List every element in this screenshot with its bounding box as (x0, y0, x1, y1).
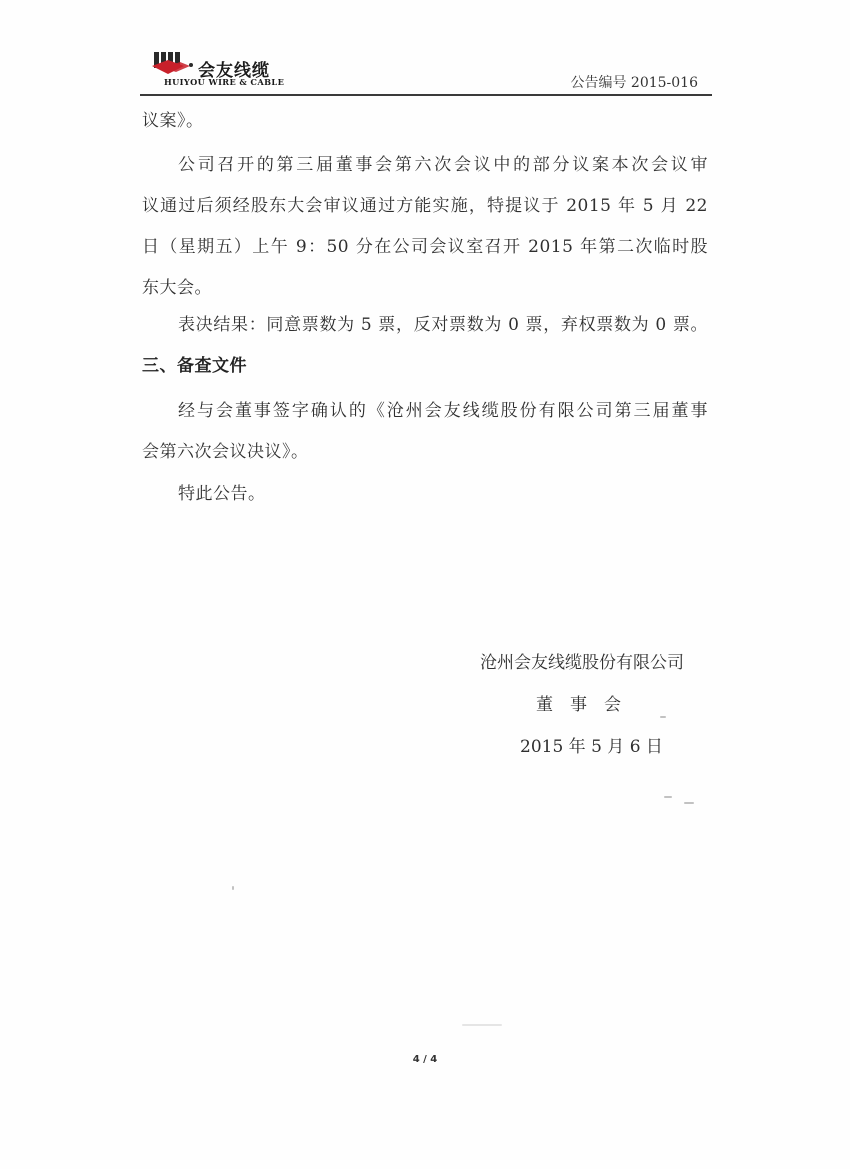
paragraph-1-line-2: 议通过后须经股东大会审议通过方能实施，特提议于 2015 年 5 月 22 (142, 196, 708, 216)
page-header (140, 44, 712, 98)
paragraph-2-line-2: 会第六次会议决议》。 (142, 442, 309, 462)
logo-mark-icon (150, 48, 198, 78)
vote-result: 表决结果：同意票数为 5 票，反对票数为 0 票，弃权票数为 0 票。 (178, 315, 708, 335)
signature-board: 董 事 会 (536, 695, 621, 715)
scan-speck (462, 1024, 502, 1026)
logo-chinese-text: 会友线缆 (198, 61, 270, 81)
closing-text: 特此公告。 (178, 484, 266, 504)
signature-company: 沧州会友线缆股份有限公司 (480, 653, 684, 673)
paragraph-1-line-3: 日（星期五）上午 9：50 分在公司会议室召开 2015 年第二次临时股 (142, 237, 708, 257)
section-3-title: 三、备查文件 (142, 356, 247, 376)
scan-speck (664, 796, 672, 798)
paragraph-2-line-1: 经与会董事签字确认的《沧州会友线缆股份有限公司第三届董事 (178, 401, 708, 421)
scan-speck (684, 802, 694, 804)
header-divider (140, 94, 712, 96)
notice-number: 公告编号 2015-016 (570, 75, 698, 91)
paragraph-1-line-4: 东大会。 (142, 278, 212, 298)
page-number: 4 / 4 (412, 1054, 438, 1065)
scan-speck (660, 716, 666, 718)
scan-speck (232, 886, 234, 890)
logo-english-text: HUIYOU WIRE & CABLE (164, 77, 285, 87)
company-logo (150, 48, 350, 88)
signature-date: 2015 年 5 月 6 日 (520, 737, 663, 757)
continued-line: 议案》。 (142, 111, 204, 131)
paragraph-1-line-1: 公司召开的第三届董事会第六次会议中的部分议案本次会议审 (178, 155, 708, 175)
